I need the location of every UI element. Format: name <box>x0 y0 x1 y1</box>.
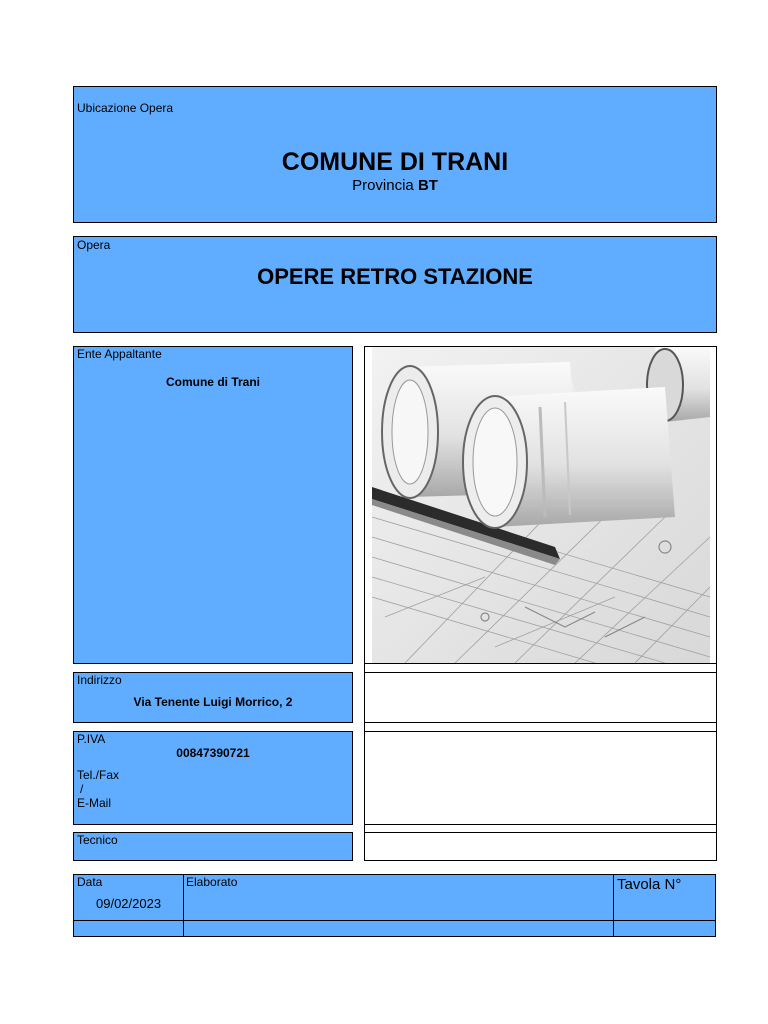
piva-label: P.IVA <box>77 732 106 746</box>
photo-box <box>364 346 717 664</box>
ente-label: Ente Appaltante <box>77 347 162 361</box>
right-contatti-box <box>364 731 717 825</box>
tecnico-label: Tecnico <box>77 833 118 847</box>
tel-label: Tel./Fax <box>77 768 120 782</box>
contatti-box <box>73 731 353 825</box>
ente-name: Comune di Trani <box>165 375 260 389</box>
province-prefix: Provincia <box>352 177 414 194</box>
piva-value: 00847390721 <box>176 746 250 760</box>
right-indirizzo-box <box>364 672 717 723</box>
province-code: BT <box>417 177 438 194</box>
opera-label: Opera <box>77 238 111 252</box>
ente-box <box>73 346 353 664</box>
opera-box <box>73 236 717 333</box>
comune-title: COMUNE DI TRANI <box>281 148 509 176</box>
province-line <box>74 177 716 195</box>
ubicazione-box <box>73 86 717 223</box>
indirizzo-value: Via Tenente Luigi Morrico, 2 <box>133 695 293 709</box>
ubicazione-label: Ubicazione Opera <box>77 101 174 115</box>
footer-table <box>73 874 716 937</box>
tel-value: / <box>80 782 84 796</box>
blueprint-rolls-image <box>365 347 716 663</box>
right-tecnico-box <box>364 832 717 861</box>
footer-col-divider-2 <box>613 875 614 936</box>
tecnico-box <box>73 832 353 861</box>
data-value: 09/02/2023 <box>96 896 162 911</box>
opera-title: OPERE RETRO STAZIONE <box>257 264 533 289</box>
tavola-label: Tavola N° <box>617 876 682 893</box>
indirizzo-label: Indirizzo <box>77 673 122 687</box>
elaborato-label: Elaborato <box>186 875 238 889</box>
footer-row-divider <box>74 920 715 921</box>
email-label: E-Mail <box>77 796 112 810</box>
data-label: Data <box>77 875 103 889</box>
footer-col-divider-1 <box>183 875 184 936</box>
indirizzo-box <box>73 672 353 723</box>
